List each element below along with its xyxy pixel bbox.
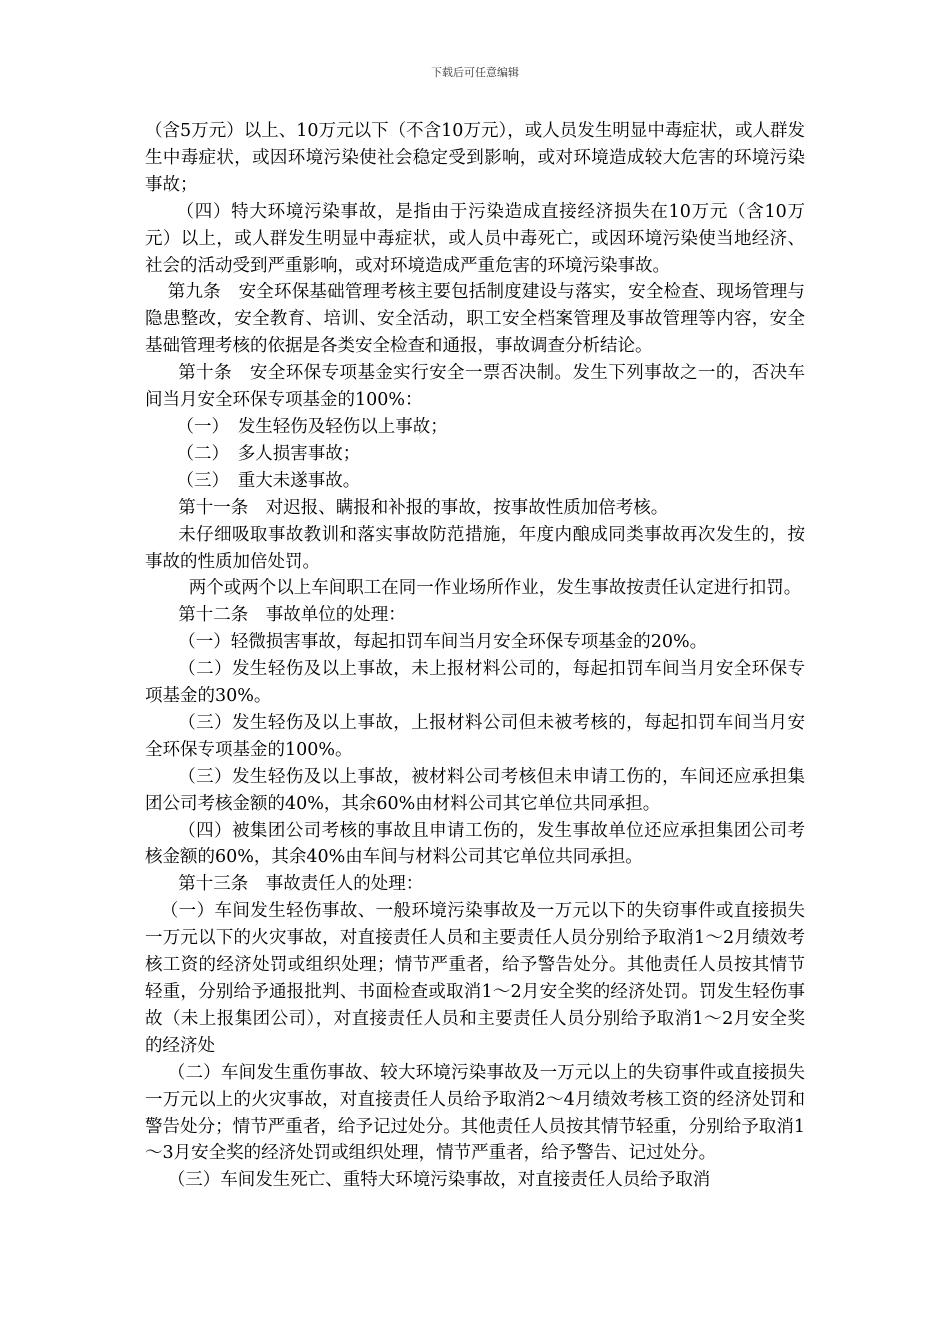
- article-11-para-2: 未仔细吸取事故教训和落实事故防范措施，年度内酿成同类事故再次发生的，按事故的性质加倍处罚。: [145, 524, 805, 572]
- article-12: 第十二条 事故单位的处理：: [178, 605, 406, 626]
- article-10-item-3: （三） 重大未遂事故。: [176, 470, 361, 491]
- article-13-item-1: （一）车间发生轻伤事故、一般环境污染事故及一万元以下的失窃事件或直接损失一万元以下的火灾事故，对直接责任人员和主要责任人员分别给予取消1～2月绩效考核工资的经济处罚或组织处理；情节严重者，给予警告处分。其他责任人员按其情节轻重，分别给予通报批判、书面检查或取消1～2月安全奖的经济处罚。罚发生轻伤事故（未上报集团公司），对直接责任人员和主要责任人员分别给予取消1～2月安全奖的经济处: [145, 901, 805, 1056]
- article-11-para-3: 两个或两个以上车间职工在同一作业场所作业，发生事故按责任认定进行扣罚。: [188, 578, 802, 599]
- article-12-item-3a: （三）发生轻伤及以上事故，上报材料公司但未被考核的，每起扣罚车间当月安全环保专项基金的100%。: [145, 712, 805, 760]
- article-12-item-2: （二）发生轻伤及以上事故，未上报材料公司的，每起扣罚车间当月安全环保专项基金的30%。: [145, 659, 805, 707]
- article-10: 第十条 安全环保专项基金实行安全一票否决制。发生下列事故之一的，否决车间当月安全环保专项基金的100%：: [145, 363, 805, 411]
- article-12-item-3b: （三）发生轻伤及以上事故，被材料公司考核但未申请工伤的，车间还应承担集团公司考核金额的40%，其余60%由材料公司其它单位共同承担。: [145, 766, 805, 814]
- paragraph-item-4: （四）特大环境污染事故，是指由于污染造成直接经济损失在10万元（含10万元）以上，或人群发生明显中毒症状，或人员中毒死亡，或因环境污染使当地经济、社会的活动受到严重影响，或对环境造成严重危害的环境污染事故。: [145, 201, 805, 276]
- page-header-note: 下载后可任意编辑: [431, 66, 519, 79]
- document-body: [145, 118, 805, 1194]
- article-13: 第十三条 事故责任人的处理：: [178, 874, 424, 895]
- article-10-item-2: （二） 多人损害事故；: [176, 443, 361, 464]
- paragraph-continuation: （含5万元）以上、10万元以下（不含10万元），或人员发生明显中毒症状，或人群发生中毒症状，或因环境污染使社会稳定受到影响，或对环境造成较大危害的环境污染事故；: [145, 121, 805, 195]
- article-9: 第九条 安全环保基础管理考核主要包括制度建设与落实，安全检查、现场管理与隐患整改，安全教育、培训、安全活动，职工安全档案管理及事故管理等内容，安全基础管理考核的依据是各类安全检查和通报，事故调查分析结论。: [145, 282, 805, 357]
- article-13-item-2: （二）车间发生重伤事故、较大环境污染事故及一万元以上的失窃事件或直接损失一万元以上的火灾事故，对直接责任人员给予取消2～4月绩效考核工资的经济处罚和警告处分；情节严重者，给予记过处分。其他责任人员按其情节轻重，分别给予取消1～3月安全奖的经济处罚或组织处理，情节严重者，给予警告、记过处分。: [145, 1062, 805, 1164]
- article-11: 第十一条 对迟报、瞒报和补报的事故，按事故性质加倍考核。: [178, 497, 669, 518]
- article-13-item-3: （三）车间发生死亡、重特大环境污染事故，对直接责任人员给予取消: [167, 1170, 711, 1191]
- article-12-item-4: （四）被集团公司考核的事故且申请工伤的，发生事故单位还应承担集团公司考核金额的60%，其余40%由车间与材料公司其它单位共同承担。: [145, 820, 805, 868]
- article-10-item-1: （一） 发生轻伤及轻伤以上事故；: [176, 416, 448, 437]
- article-12-item-1: （一）轻微损害事故，每起扣罚车间当月安全环保专项基金的20%。: [178, 632, 708, 653]
